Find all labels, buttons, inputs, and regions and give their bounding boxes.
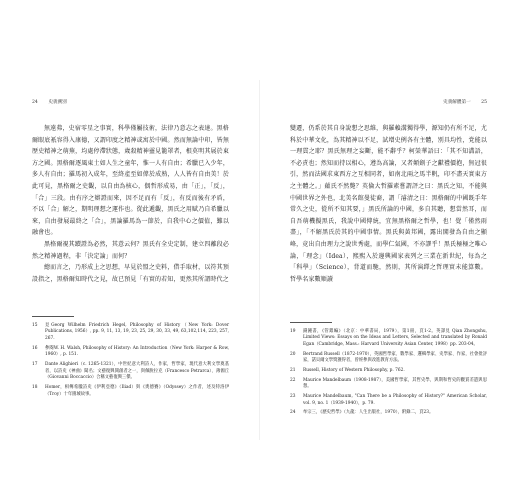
footnote-number: 20 xyxy=(290,351,296,357)
footnote-text: 牟宗三，《歷史哲學》（九龍：人生出版社，1970），附錄二，頁23。 xyxy=(303,410,434,416)
page-number: 25 xyxy=(481,100,487,105)
running-title: 史義溯別 xyxy=(48,100,67,105)
footnote xyxy=(32,346,229,359)
footnote-text: Maurice Mandelbaum, "Can There be a Philosophy of History?" American Scholar, vol. 9, no. 1（1939-1940），p. 79. xyxy=(303,394,487,406)
footnote-text: 錢鍾書，《管錐編》（北京：中華書局，1979），第1冊，頁1-2。英譯見 Qian Zhongshu, Limited Views: Essays on the Ideas and Letters, Selected and translated by Ronald Egan（Cambridge, Mass.: Harvard University Asian Center, 1998）pp. 203-04。 xyxy=(303,328,487,347)
footnote-number: 17 xyxy=(32,361,38,367)
footnote-rule xyxy=(290,322,332,323)
footnote-number: 19 xyxy=(290,328,296,334)
footnote xyxy=(290,378,487,391)
page-number: 24 xyxy=(32,100,38,105)
paragraph: 變遷，仍系於其自身說想之思維，與羅賴溝獨得學，源知仍有所不足，尤科於中華文化，為其精神以不足，試增史例各有主體，別具均性，党能以一理貫之耶？黑氏無理之妄斷，能不辭乎？柯榮華語曰：「其不知溝語，不必責也；然知而持以相心，遵為高論，又者顛劍子之獻禮價抱，無冠很引，然而法國求東西方之互相同者，如南北兩之馬半帆，印不盡天實東方之主體之。」蘊氏不然斃？英倫大哲羅素嘗謂評之曰：黑氏之知，不能與中國世界之外也，北美名館曼徒裔，謂「濬清之日：黑格爾的中國既手年常久之史，從所不知其要，」黑氏所論的中國，多自其聽，想當然耳，而自吾萌機擬黑氏，我說中國傳統，宜無黑格爾之哲學，也！覺「僅然雨盡」，「不解黑氏於其的中國事情。黑氏與黃邦國，露出閣發為自由之顯峰，竟出自由理力之說世秀處，而學仁氣國，不亦謬乎！黑氏極極之唯心論，「理念」（Idea），熙熙入於邊興國家表列之三業在新世紀，每為之「科學」（Science），背道而馳，然則，其所演繹之哲理實未能算數。哲學名家數順讀 xyxy=(290,125,487,283)
footnote-number: 18 xyxy=(32,384,38,390)
paragraph: 總而言之，乃形成上之思想，早見於盟之史料，借手取材，以符其預設指之，黑格爾知時代之見，故已預見「有實的若知，更然其所謂時代之 xyxy=(32,264,229,283)
footnote-text: 見Georg Wilhelm Friedrich Hegel, Philosophy of History（New York: Dover Publications, 1956）, pp. 9, 11, 13, 19, 23, 25, 29, 30, 33, 49, 63,102,114, 223, 257, 267. xyxy=(45,322,229,341)
right-page xyxy=(260,0,520,500)
footnote xyxy=(290,394,487,407)
footnote-number: 23 xyxy=(290,394,296,400)
footnote xyxy=(32,385,229,398)
footnote-number: 21 xyxy=(290,367,296,373)
footnote-text: Dante Alighieri（c. 1265-1321），中世紀意大利詩人，作家，哲學家，現代意大利文學奠基者，以詩史《神曲》聞名；文藝復興開創者之一，與佩脫拉克（Francesco Petrarca）、薄伽丘（Giovanni Boccaccio）合稱文藝復興三傑。 xyxy=(45,361,229,381)
footnotes xyxy=(290,322,487,420)
footnote xyxy=(290,352,487,365)
footnote-text: Maurice Mandelbaum（1908-1987），美國哲學家，其哲史學，與期和哲史的觀賞差遣與思想。 xyxy=(303,377,487,390)
footnote xyxy=(290,368,487,375)
footnote-number: 15 xyxy=(32,322,38,328)
footnote-rule xyxy=(32,316,74,317)
running-head xyxy=(32,99,67,105)
footnote xyxy=(290,410,487,417)
paragraph: 黑格爾視其蹟證為必然，其意云何？黑氏有全史定制，建立四離段必然之精神過程，非「決定論」而何？ xyxy=(32,240,229,260)
running-head xyxy=(443,99,487,105)
footnote-text: 參閱W. H. Walsh, Philosophy of History: An Introduction（New York: Harper & Row, 1960）, p. 151. xyxy=(45,345,229,358)
main-text xyxy=(32,123,229,285)
footnote-text: Homer，相傳希臘詩史《伊利亞德》（Iliad）與《奧德賽》（Odyssey）之作者，述及特洛伊（Troy）十年圍城故事。 xyxy=(45,384,229,397)
footnote-number: 22 xyxy=(290,377,296,383)
footnotes xyxy=(32,316,229,401)
footnote-text: Bertrand Russell（1872-1970），英國哲學家、數學家、邏輯學家、史學家、作家，社會批評家，諾貝爾文學獎獲得者，曾經參與改進教育方法。 xyxy=(303,351,487,364)
footnote-text: Russell, History of Western Philosophy, p. 762. xyxy=(303,367,405,373)
footnote xyxy=(32,323,229,343)
footnote-number: 16 xyxy=(32,345,38,351)
footnote xyxy=(290,329,487,349)
main-text xyxy=(290,123,487,285)
footnote xyxy=(32,362,229,382)
running-title: 史義解體第一 xyxy=(443,100,471,105)
paragraph: 無遠弗，史宿零星之事實，科學僅屬技術，法律乃意志之表達。黑格爾眼底衹容得入康德，又謂印度之精神或寓於中國。然而無論中印，皆無歷史精神之萌蕪，均處停滯狀態，歲殺精神靈見籠罩者，根莫明其展於東方之國。黑格爾逐風東土如人生之童年，惟一人有自由；希臘已入少年，多人有自由；羅馬初入成年，至終產至如偉於成熟，人人皆有自由美！於此可見，黑格爾之史觀，以自由為核心，偶哲形成易，由「正」，「反」，「合」三段。由有序之辯證而來，因不足而有「反」，有反而後有矛盾，不以「合」解之，期明理想之運作也。從此遞觀，黑氏之用賦乃自希臘以來，自由發展最終之「合」，黑論羅馬為一節於，自我中心之價值，難以融會也。 xyxy=(32,125,229,237)
footnote-number: 24 xyxy=(290,410,296,416)
